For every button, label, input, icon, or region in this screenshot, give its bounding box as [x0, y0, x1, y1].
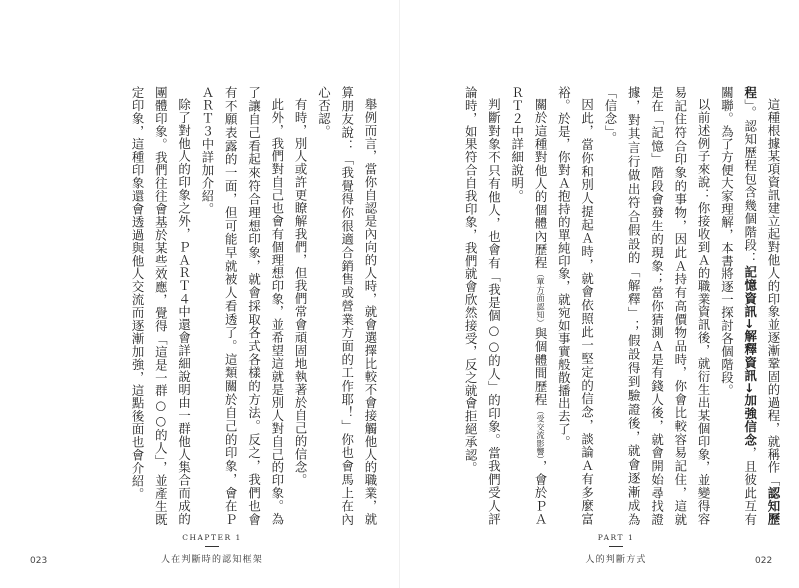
left-chapter-label: CHAPTER 1 — [182, 533, 242, 542]
text-segment: 以前述例子來說：你接收到Ａ的職業資訊後，就衍生出某個印象，並變得容易記住符合印象的事物，因此Ａ持有高價物品時，你會比較容易記住，這就是在「記憶」階段會發生的現象；當你猜測Ａ是有錢人後，就會開始尋找證據，對其言行做出符合假設的「解釋」；假設得到驗證後，就會逐漸成為「信念」。 — [602, 86, 712, 526]
text-segment: 」。 — [742, 99, 758, 120]
text-segment: 舉例而言，當你自認是內向的人時，就會選擇比較不會接觸他人的職業，就算朋友說：「我覺得你很適合銷售或營業方面的工作耶！」你也會馬上在內心否認。 — [316, 86, 378, 526]
text-segment: 與個體間歷程 — [533, 327, 549, 407]
text-segment: 認知歷程包含幾個階段： — [742, 119, 758, 266]
annotation-note: （單方面認知） — [536, 269, 546, 328]
paragraph — [459, 86, 506, 526]
right-footer-rule — [609, 546, 623, 547]
paragraph — [126, 86, 196, 526]
paragraph — [289, 86, 312, 526]
right-part-title: 人的判斷方式 — [585, 555, 647, 565]
right-part-label: PART 1 — [597, 533, 635, 542]
left-footer-rule — [205, 546, 219, 547]
paragraph — [552, 86, 599, 526]
right-page — [400, 0, 799, 588]
right-page-body-text — [463, 86, 785, 527]
text-segment: ，且彼此互有關聯。為了方便大家理解，本書將逐一探討各個階段。 — [719, 86, 758, 527]
text-segment: 關於這種對他人的個體內歷程 — [533, 98, 549, 270]
text-segment: 除了對他人的印象之外，ＰＡＲＴ４中還會詳細說明由一群他人集合而成的團體印象。我們往往會基於某些效應，覺得「這是一群○○的人」，並產生既定印象，這種印象還會透過與他人交流而逐漸加強，這點後面也會介紹。 — [130, 86, 192, 526]
paragraph — [505, 86, 552, 526]
bold-text-segment: 記憶資訊→解釋資訊→加強信念 — [742, 265, 758, 447]
text-segment: 因此，當你和別人提起Ａ時，就會依照此一堅定的信念，談論Ａ有多麼富裕。於是，你對Ａ抱持的單純印象，就宛如事實般散播出去了。 — [556, 86, 595, 526]
annotation-note: （受交流影響） — [536, 406, 546, 461]
left-page-body-text — [105, 86, 382, 526]
text-segment: ，會於ＰＡＲＴ２中詳細說明。 — [509, 86, 549, 527]
right-page-number: 022 — [755, 556, 773, 566]
left-chapter-title: 人在判斷時的認知框架 — [160, 555, 263, 565]
text-segment: 這種根據某項資訊建立起對他人的印象並逐漸鞏固的過程，就稱作「 — [766, 98, 781, 488]
paragraph — [599, 86, 715, 526]
left-page — [0, 0, 399, 588]
bold-text-segment: 認知歷程 — [742, 86, 781, 526]
text-segment: 此外，我們對自己也會有個理想印象，並希望這就是別人對自己的印象。為了讓自己看起來符合理想印象，就會採取各式各樣的方法。反之，我們也會有不願表露的一面，但可能早就被人看透了。這類關於自己的印象，會在ＰＡＲＴ３中詳加介紹。 — [199, 86, 285, 526]
text-segment: 判斷對象不只有他人，也會有「我是個○○的人」的印象。當我們受人評論時，如果符合自我印象，我們就會欣然接受，反之就會拒絕承認。 — [463, 86, 502, 526]
paragraph — [312, 86, 382, 526]
paragraph — [715, 86, 785, 526]
text-segment: 有時，別人或許更瞭解我們，但我們常會頑固地執著於自己的信念。 — [293, 98, 309, 487]
left-page-number: 023 — [30, 556, 48, 566]
paragraph — [196, 86, 289, 526]
